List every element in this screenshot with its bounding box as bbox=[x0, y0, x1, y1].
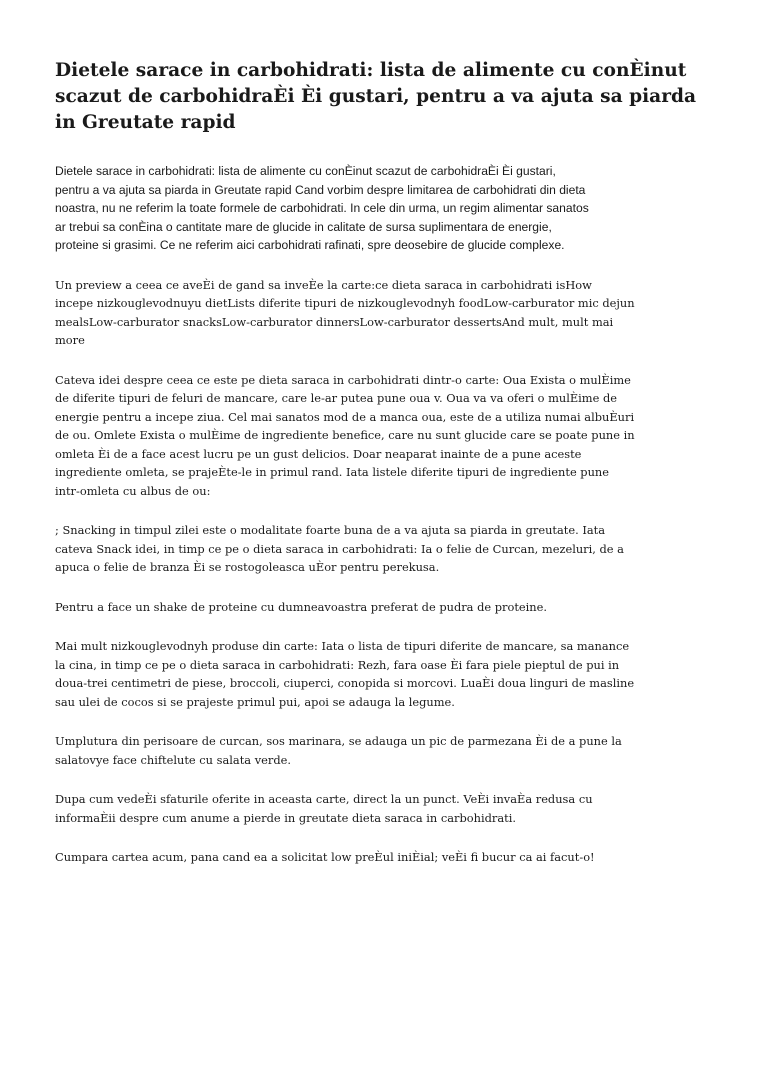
paragraph-line: la cina, in timp ce pe o dieta saraca in carbohidrati: Rezh, fara oase Èi fara piele pieptul de pui in bbox=[55, 657, 620, 672]
paragraph-line: noastra, nu ne referim la toate formele de carbohidrati. In cele din urma, un regim alimentar sanatos bbox=[55, 201, 589, 215]
paragraph bbox=[55, 637, 715, 711]
paragraph-line: energie pentru a incepe ziua. Cel mai sanatos mod de a manca oua, este de a utiliza numai albuÈuri bbox=[55, 409, 635, 424]
paragraph bbox=[55, 276, 715, 350]
paragraph-line: sau ulei de cocos si se prajeste primul pui, apoi se adauga la legume. bbox=[55, 694, 455, 709]
paragraph bbox=[55, 162, 715, 255]
paragraph-line: apuca o felie de branza Èi se rostogoleasca uÈor pentru perekusa. bbox=[55, 560, 440, 574]
paragraph-line: informaÈii despre cum anume a pierde in greutate dieta saraca in carbohidrati. bbox=[55, 810, 516, 825]
paragraph bbox=[55, 521, 715, 577]
paragraph-line: pentru a va ajuta sa piarda in Greutate rapid Cand vorbim despre limitarea de carbohidrati din dieta bbox=[55, 182, 586, 197]
document-body bbox=[55, 162, 715, 867]
paragraph-line: doua-trei centimetri de piese, broccoli, ciuperci, conopida si morcovi. LuaÈi doua linguri de masline bbox=[55, 676, 635, 690]
paragraph-line: mealsLow-carburator snacksLow-carburator dinnersLow-carburator dessertsAnd mult, mult mai bbox=[55, 314, 614, 329]
paragraph-line: more bbox=[55, 333, 85, 347]
paragraph bbox=[55, 371, 715, 501]
paragraph-line: Cateva idei despre ceea ce este pe dieta saraca in carbohidrati dintr-o carte: Oua Exista o mulÈime bbox=[55, 372, 631, 387]
paragraph-line: Un preview a ceea ce aveÈi de gand sa inveÈe la carte:ce dieta saraca in carbohidrati isHow bbox=[55, 277, 592, 292]
paragraph-line: salatovye face chiftelute cu salata verde. bbox=[55, 752, 291, 767]
paragraph-line: omleta Èi de a face acest lucru pe un gust delicios. Doar neaparat inainte de a pune aceste bbox=[55, 446, 582, 461]
paragraph-line: ar trebui sa conÈina o cantitate mare de glucide in calitate de sursa suplimentara de energie, bbox=[55, 219, 552, 234]
paragraph-line: Dupa cum vedeÈi sfaturile oferite in aceasta carte, direct la un punct. VeÈi invaÈa redusa cu bbox=[55, 792, 593, 806]
paragraph-line: incepe nizkouglevodnuyu dietLists diferite tipuri de nizkouglevodnyh foodLow-carburator mic dejun bbox=[55, 296, 635, 310]
paragraph-line: ; Snacking in timpul zilei este o modalitate foarte buna de a va ajuta sa piarda in greutate. Iata bbox=[55, 523, 606, 537]
paragraph-line: Dietele sarace in carbohidrati: lista de alimente cu conÈinut scazut de carbohidraÈi Èi gustari, bbox=[55, 164, 556, 178]
paragraph-line: ingrediente omleta, se prajeÈte-le in primul rand. Iata listele diferite tipuri de ingrediente pune bbox=[55, 465, 610, 479]
paragraph bbox=[55, 598, 715, 617]
paragraph-line: intr-omleta cu albus de ou: bbox=[55, 483, 211, 498]
document-page bbox=[55, 58, 715, 888]
page-title: Dietele sarace in carbohidrati: lista de alimente cu conÈinut scazut de carbohidraÈi Èi gustari, pentru a va ajuta sa piarda in Greutate rapid bbox=[55, 60, 697, 133]
paragraph-line: proteine si grasimi. Ce ne referim aici carbohidrati rafinati, spre deosebire de glucide complexe. bbox=[55, 238, 565, 252]
paragraph-line: Cumpara cartea acum, pana cand ea a solicitat low preÈul iniÈial; veÈi fi bucur ca ai facut-o! bbox=[55, 850, 595, 864]
paragraph bbox=[55, 848, 715, 867]
paragraph-line: cateva Snack idei, in timp ce pe o dieta saraca in carbohidrati: Ia o felie de Curcan, mezeluri, de a bbox=[55, 541, 624, 556]
paragraph bbox=[55, 732, 715, 769]
paragraph-line: de diferite tipuri de feluri de mancare, care le-ar putea pune oua v. Oua va va oferi o mulÈime de bbox=[55, 391, 617, 405]
paragraph-line: Mai mult nizkouglevodnyh produse din carte: Iata o lista de tipuri diferite de mancare, sa manance bbox=[55, 639, 630, 653]
paragraph-line: Umplutura din perisoare de curcan, sos marinara, se adauga un pic de parmezana Èi de a pune la bbox=[55, 734, 622, 748]
paragraph-line: de ou. Omlete Exista o mulÈime de ingrediente benefice, care nu sunt glucide care se poate pune in bbox=[55, 428, 635, 442]
paragraph bbox=[55, 790, 715, 827]
paragraph-line: Pentru a face un shake de proteine cu dumneavoastra preferat de pudra de proteine. bbox=[55, 599, 548, 614]
